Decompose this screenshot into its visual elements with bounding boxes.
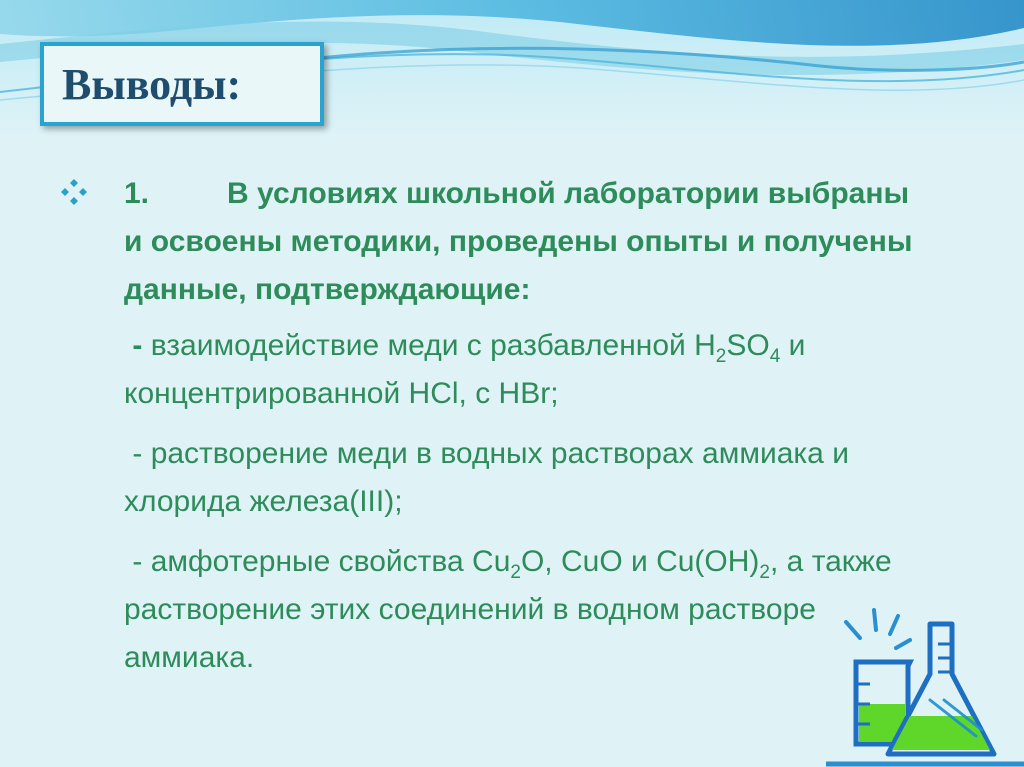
diamond-bullet-icon	[60, 178, 88, 206]
finding-dash: -	[132, 545, 143, 578]
finding-text-part3: и концентрированной HCl, с HBr;	[124, 329, 806, 410]
finding-dash: -	[132, 329, 143, 362]
finding-text: растворение меди в водных растворах аммиака и хлорида железа(III);	[124, 437, 849, 518]
title-box	[40, 42, 324, 126]
subscript: 2	[715, 346, 727, 367]
finding-copper-dissolution	[124, 430, 944, 526]
finding-amphoteric	[124, 538, 944, 682]
finding-text-part1: взаимодействие меди с разбавленной H	[150, 329, 716, 362]
subscript: 2	[510, 562, 521, 583]
lab-glassware-icon	[826, 604, 1024, 767]
finding-text-part2: SO	[726, 329, 770, 362]
item-number: 1.	[124, 177, 150, 210]
subscript: 2	[759, 562, 770, 583]
finding-text-part2: O, CuO и Cu(OH)	[520, 545, 760, 578]
finding-text-part3: , а также растворение этих соединений в водном растворе аммиака.	[124, 545, 892, 674]
finding-copper-acids	[124, 322, 944, 418]
finding-text-part1: амфотерные свойства Cu	[150, 545, 511, 578]
finding-dash: -	[132, 437, 143, 470]
heading-text: В условиях школьной лаборатории выбраны и освоены методики, проведены опыты и получены данные, подтверждающие:	[124, 177, 913, 306]
conclusion-heading	[124, 170, 924, 314]
slide-title: Выводы	[62, 59, 227, 109]
subscript: 4	[769, 346, 781, 367]
slide-title-colon: :	[226, 59, 242, 109]
